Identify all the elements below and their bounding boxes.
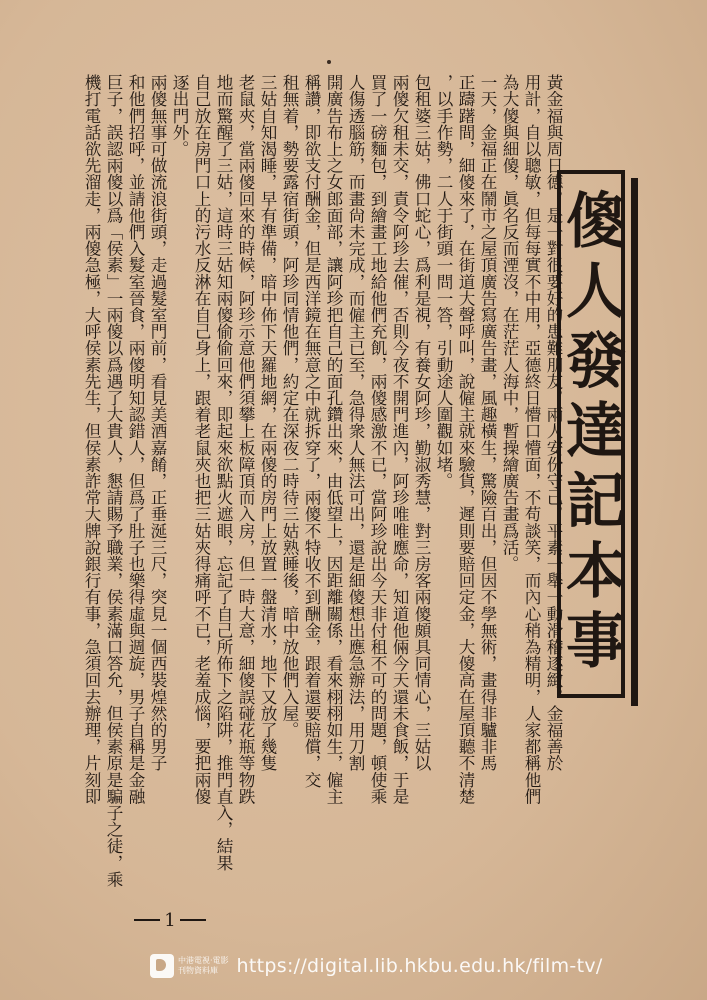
body-text: [66, 74, 568, 894]
text-column: 正躊躇間，細傻來了，在街道大聲呼叫，說僱主就來驗貨，遲則要賠回定金，大傻高在屋頂聽不清楚: [456, 74, 475, 805]
text-column: 稱讚，即欲支付酬金，但是西洋鏡在無意之中就拆穿了，兩傻不特收不到酬金，跟着還要賠償，交: [302, 74, 321, 788]
page-number-value: 1: [164, 909, 176, 931]
printer-dot: [327, 60, 331, 64]
watermark-org: [178, 956, 229, 976]
text-column: ，以手作勢，二人于街頭一問一答，引動途人圍觀如堵。: [434, 74, 453, 489]
text-column: 和他們招呼，並請他們入髮室晉食，兩傻明知認錯人，但爲了肚子也樂得虛與週旋，男子自稱是金融: [126, 74, 145, 805]
film-archive-logo-icon: [150, 954, 174, 978]
watermark-org-line2: 刊物資料庫: [178, 966, 218, 975]
page-number-rule-left: [134, 919, 160, 921]
text-column: 自己放在房門口上的污水反淋在自己身上，跟着老鼠夾也把三姑夾得痛呼不已，老羞成惱，要把兩傻: [192, 74, 211, 805]
text-column: 巨子，誤認兩傻以爲「侯素」一兩傻以爲遇了大貴人，懇請賜予職業，侯素滿口答允，但侯素原是騙子之徒，乘: [104, 74, 123, 888]
page-number-rule-right: [180, 919, 206, 921]
page-number: [120, 905, 220, 935]
watermark-org-line1: 中港電視‧電影: [178, 956, 229, 965]
text-column: 租無着，勢要露宿街頭，阿珍同情他們，約定在深夜二時待三姑熟睡後，暗中放他們入屋。: [280, 74, 299, 738]
text-column: 老鼠夾，當兩傻回來的時候，阿珍示意他們須攀上板障頂而入房，但一時大意，細傻誤碰花瓶等物跌: [236, 74, 255, 805]
text-column: 地而驚醒了三姑，這時三姑知兩傻偷偷回來，即起來欲點火遮眼，忘記了自己所佈下之陷阱，推門直入，結果: [214, 74, 233, 871]
watermark-url: https://digital.lib.hkbu.edu.hk/film-tv/: [236, 955, 603, 977]
text-column: 機打電話欲先溜走，兩傻急極，大呼侯素先生，但侯素詐常大牌說銀行有事，急須回去辦理，片刻即: [82, 74, 101, 805]
text-column: 黃金福與周日德，是一對很要好的患難朋友，兩人安份守己，平素一舉一動滑稽逐緻，金福善於: [544, 74, 563, 772]
text-column: 用計，自以聰敏，但每每實不中用，亞德終日懵口懵面，不苟談笑，而內心稍為精明，人家都稱他們: [522, 74, 541, 805]
page-title: 傻人發達記本事: [556, 189, 626, 679]
text-column: 兩傻無事可做流浪街頭，走過髮室門前，看見美酒嘉餚，正垂涎三尺，突見一個西裝煌然的男子: [148, 74, 167, 772]
title-shadow-bar: [631, 178, 638, 706]
text-column: 三姑自知渴睡，早有準備，暗中佈下天羅地網，在兩傻的房門上放置一盤清水，地下又放了幾隻: [258, 74, 277, 772]
text-column: 兩傻欠租未交，責令阿珍去催，否則今夜不開門進內，阿珍唯唯應命，知道他倆今天還未食飯，于是: [390, 74, 409, 805]
archive-watermark: [150, 948, 603, 984]
text-column: 包租婆三姑，佛口蛇心，爲利是視，有養女阿珍，勤淑秀慧，對三房客兩傻頗具同情心，三姑以: [412, 74, 431, 772]
text-column: 人傷透腦筋，而畫尙未完成，而僱主已至，急得衆人無法可出，還是細傻想出應急辦法，用刀割: [346, 74, 365, 772]
text-column: 開廣告布上之女郎面部，讓阿珍把自己的面孔鑽出來，由低望上，因距離關係，看來栩栩如生，僱主: [324, 74, 343, 805]
text-column: 逐出門外。: [170, 74, 189, 157]
text-column: 一天，金福正在鬧市之屋頂廣告寫廣告畫，風趣橫生，驚險百出，但因不學無術，畫得非驢非馬: [478, 74, 497, 772]
text-column: 為大傻與細傻，眞名反而湮沒，在茫茫人海中，暫操繪廣告畫爲活。: [500, 74, 519, 572]
text-column: 買了一磅麵包，到繪畫工地給他們充飢，兩傻感激不已，當阿珍說出今天非付租不可的問題，頓使乘: [368, 74, 387, 805]
